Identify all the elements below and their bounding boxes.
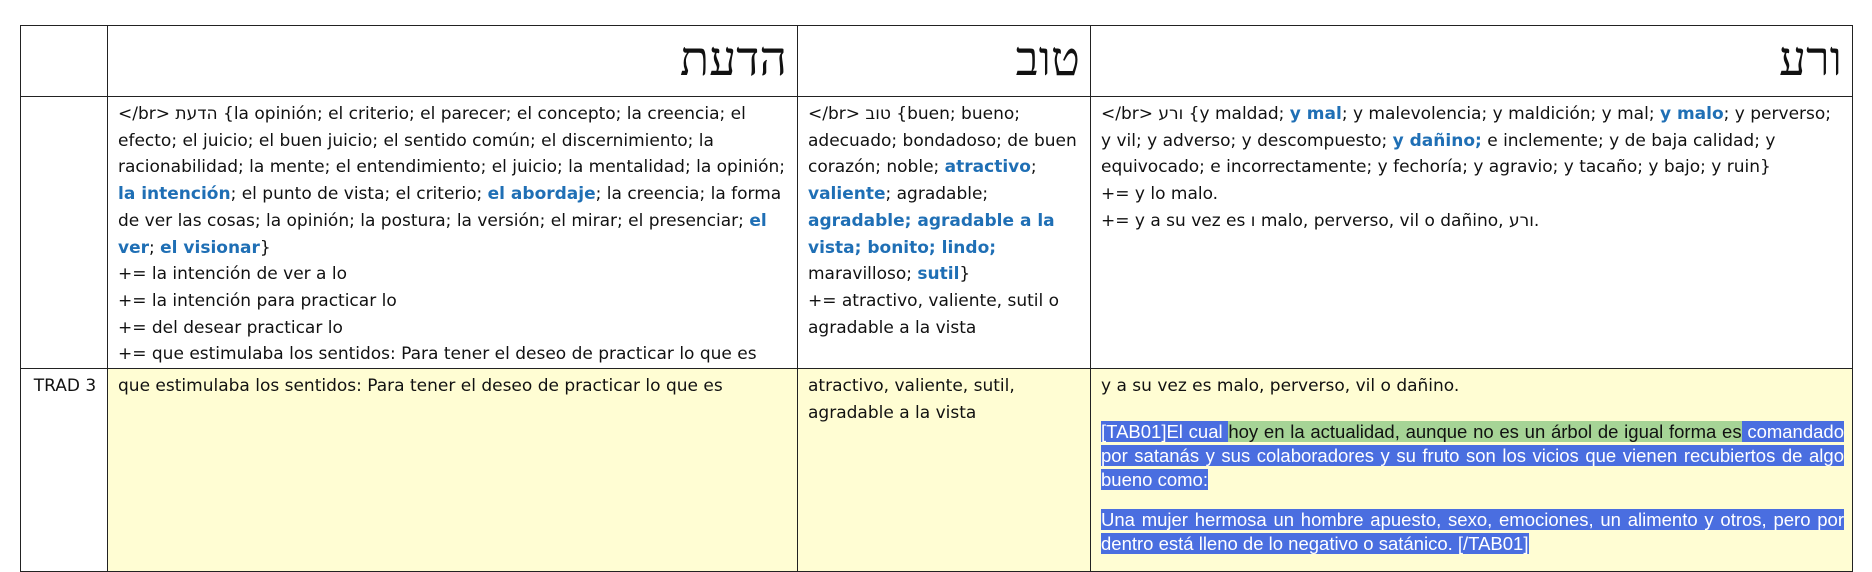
definition-cell-1[interactable] [108, 97, 798, 369]
header-row [21, 26, 1853, 97]
definition-text-2: </br> טוב {buen; bueno; adecuado; bondadoso; de buen corazón; noble; atractivo; valiente; agradable; agradable; agradable a la vista; bonito; lindo; maravilloso; sutil} [808, 104, 1077, 285]
keyword: el abordaje [487, 184, 596, 205]
trad-cell-3[interactable] [1091, 369, 1853, 572]
keyword: y mal [1289, 104, 1342, 124]
keyword: sutil [917, 264, 960, 285]
derivation-line: += la intención para practicar lo [118, 290, 397, 311]
keyword: el visionar [160, 237, 260, 258]
concordance-table [20, 25, 1853, 572]
trad-cell-1[interactable]: que estimulaba los sentidos: Para tener el deseo de practicar lo que es [108, 369, 798, 572]
derivation-line: += la intención de ver a lo [118, 264, 347, 285]
keyword: y dañino; [1392, 130, 1482, 151]
trad-row [21, 369, 1853, 572]
header-empty-cell [21, 26, 108, 97]
selected-text: comandado por satanás y sus colaboradores y su fruto son los vicios que vienen recubiertos de algo bueno como: [1101, 420, 1845, 490]
hebrew-word-3: ורע [1778, 31, 1842, 87]
selected-text-block-2[interactable] [1101, 508, 1844, 556]
derivation-line: += que estimulaba los sentidos: Para tener el deseo de practicar lo que es [118, 344, 757, 365]
definition-text-1: </br> הדעת {la opinión; el criterio; el parecer; el concepto; la creencia; el efecto; el juicio; el buen juicio; el sentido común; el discernimiento; la racionabilidad; la mente; el entendimiento; el juicio; la mentalidad; la opinión; la intención; el punto de vista; el criterio; el abordaje; la creencia; la forma de ver las cosas; la opinión; la postura; la versión; el mirar; el presenciar; el ver; el visionar} [118, 104, 785, 258]
hebrew-word-2: טוב [1015, 31, 1080, 87]
keyword: y malo [1659, 104, 1724, 124]
trad-line: y a su vez es malo, perverso, vil o dañino. [1101, 376, 1460, 397]
definition-cell-2[interactable] [798, 97, 1091, 369]
keyword: la intención [118, 184, 231, 205]
header-cell-2[interactable] [798, 26, 1091, 97]
derivation-line: += y lo malo. [1101, 184, 1219, 205]
trad-label: TRAD 3 [21, 369, 108, 572]
hebrew-word-1: הדעת [679, 31, 787, 87]
derivation-line: += atractivo, valiente, sutil o agradable a la vista [808, 290, 1060, 338]
keyword: valiente [808, 184, 886, 205]
definitions-row [21, 97, 1853, 369]
keyword: el ver [118, 210, 767, 258]
selected-text-block[interactable] [1101, 420, 1844, 492]
header-cell-1[interactable] [108, 26, 798, 97]
header-cell-3[interactable] [1091, 26, 1853, 97]
derivation-line: += del desear practicar lo [118, 317, 343, 338]
definition-cell-3[interactable] [1091, 97, 1853, 369]
derivation-line: += y a su vez es ו malo, perverso, vil o dañino, ורע. [1101, 210, 1540, 231]
keyword: atractivo [944, 157, 1031, 178]
green-highlight-text: hoy en la actualidad, aunque no es un árbol de igual forma es [1228, 420, 1742, 442]
selected-text: [TAB01]El cual [1101, 420, 1229, 442]
selected-text: Una mujer hermosa un hombre apuesto, sexo, emociones, un alimento y otros, pero por dentro está lleno de lo negativo o satánico. [/TAB01] [1101, 508, 1844, 554]
definitions-label-cell [21, 97, 108, 369]
keyword: agradable; agradable a la vista; bonito; lindo; [808, 210, 1055, 258]
trad-cell-2[interactable]: atractivo, valiente, sutil, agradable a la vista [798, 369, 1091, 572]
definition-text-3: </br> ורע {y maldad; y mal; y malevolencia; y maldición; y mal; y malo; y perverso; y vil; y adverso; y descompuesto; y dañino; e inclemente; y de baja calidad; y equivocado; e incorrectamente; y fechoría; y agravio; y tacaño; y bajo; y ruin} [1101, 104, 1832, 178]
